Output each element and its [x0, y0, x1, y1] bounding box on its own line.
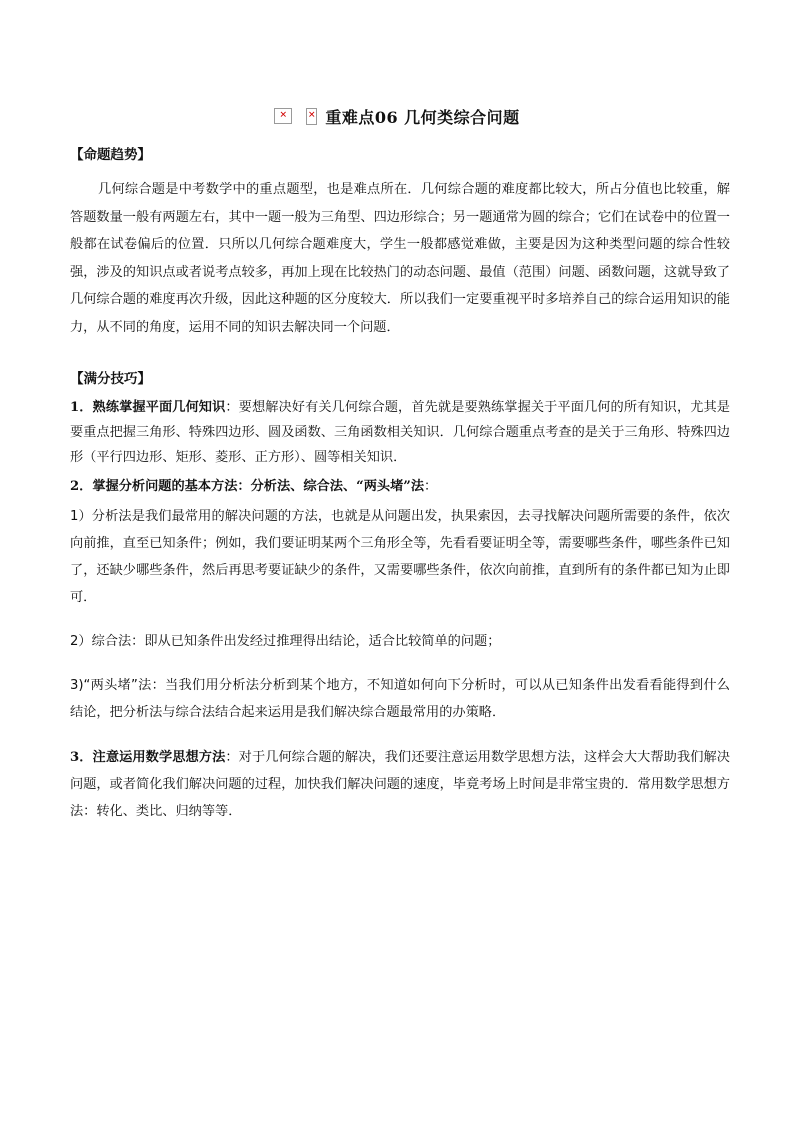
tip-item-2 — [70, 474, 730, 499]
tip-sub-1: 1）分析法是我们最常用的解决问题的方法，也就是从问题出发，执果索因，去寻找解决问题所需要的条件，依次向前推，直至已知条件；例如，我们要证明某两个三角形全等，先看看要证明全等，需要哪些条件，哪些条件已知了，还缺少哪些条件，然后再思考要证缺少的条件，又需要哪些条件，依次向前推，直到所有的条件都已知为止即可． — [70, 509, 730, 605]
tip-item-1 — [70, 395, 730, 470]
section-tips — [70, 367, 730, 825]
section-heading: 【命题趋势】 — [70, 147, 151, 163]
trend-paragraph: 几何综合题是中考数学中的重点题型，也是难点所在．几何综合题的难度都比较大，所占分值也比较重，解答题数量一般有两题左右，其中一题一般为三角型、四边形综合；另一题通常为圆的综合；它们在试卷中的位置一般都在试卷偏后的位置．只所以几何综合题难度大，学生一般都感觉难做，主要是因为这种类型问题的综合性较强，涉及的知识点或者说考点较多，再加上现在比较热门的动态问题、最值（范围）问题、函数问题，这就导致了几何综合题的难度再次升级，因此这种题的区分度较大．所以我们一定要重视平时多培养自己的综合运用知识的能力，从不同的角度，运用不同的知识去解决同一个问题． — [70, 182, 730, 335]
tip-item-2-lead: 2．掌握分析问题的基本方法：分析法、综合法、“两头堵”法 — [70, 479, 425, 494]
page-title: 重难点06 几何类综合问题 — [325, 107, 520, 127]
title-row — [0, 103, 794, 129]
tip-item-1-text: ：要想解决好有关几何综合题，首先就是要熟练掌握关于平面几何的所有知识，尤其是要重点把握三角形、特殊四边形、圆及函数、三角函数相关知识．几何综合题重点考查的是关于三角形、特殊四边形（平行四边形、矩形、菱形、正方形）、圆等相关知识． — [70, 400, 730, 465]
tip-item-2-tail: ： — [424, 479, 438, 494]
section-heading: 【满分技巧】 — [70, 371, 151, 387]
tip-item-1-lead: 1．熟练掌握平面几何知识 — [70, 400, 226, 415]
broken-image-icon: ✕ — [274, 108, 292, 124]
broken-image-icon: ✕ — [306, 108, 317, 125]
section-trend — [70, 143, 730, 341]
tip-item-3-text: ：对于几何综合题的解决，我们还要注意运用数学思想方法，这样会大大帮助我们解决问题，或者简化我们解决问题的过程，加快我们解决问题的速度，毕竟考场上时间是非常宝贵的．常用数学思想方法：转化、类比、归纳等等． — [70, 750, 730, 819]
tip-item-3 — [70, 744, 730, 825]
tip-sub-3: 3)“两头堵”法：当我们用分析法分析到某个地方，不知道如何向下分析时，可以从已知条件出发看看能得到什么结论，把分析法与综合法结合起来运用是我们解决综合题最常用的办策略． — [70, 678, 730, 720]
tip-item-3-lead: 3．注意运用数学思想方法 — [70, 750, 226, 765]
tip-sub-2: 2）综合法：即从已知条件出发经过推理得出结论，适合比较简单的问题； — [70, 634, 501, 649]
